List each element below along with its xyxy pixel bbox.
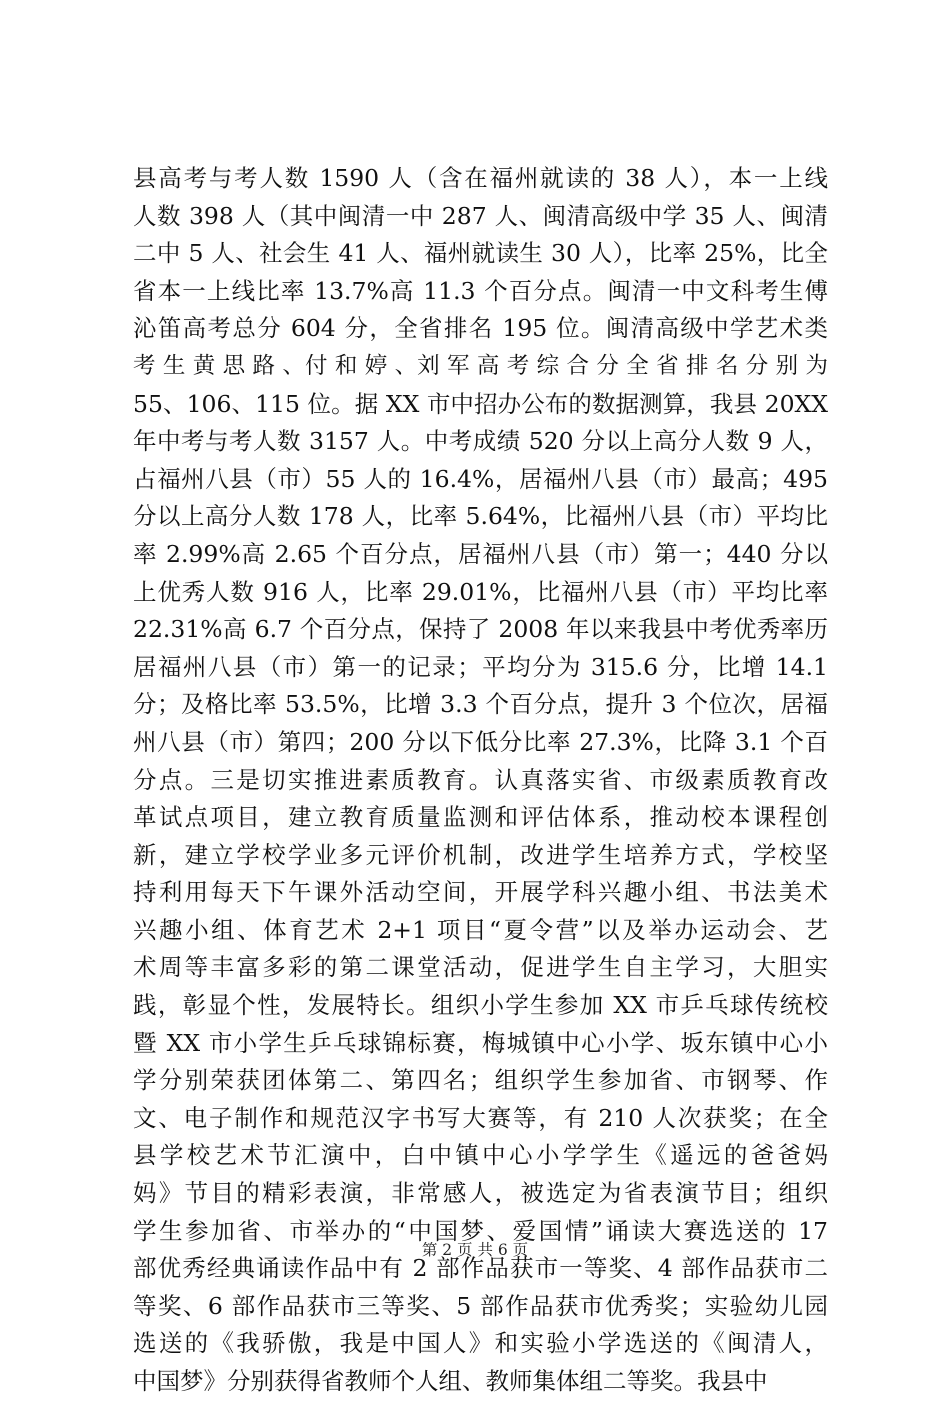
text-line: 兴趣小组、体育艺术 2+1 项目“夏令营”以及举办运动会、艺 xyxy=(133,915,828,944)
text-line: 文、电子制作和规范汉字书写大赛等，有 210 人次获奖；在全 xyxy=(133,1103,828,1132)
text-line: 22.31%高 6.7 个百分点，保持了 2008 年以来我县中考优秀率历 xyxy=(133,615,828,644)
text-line: 分；及格比率 53.5%，比增 3.3 个百分点，提升 3 个位次，居福 xyxy=(133,690,828,719)
text-line: 革试点项目，建立教育质量监测和评估体系，推动校本课程创 xyxy=(133,803,828,832)
text-line: 中国梦》分别获得省教师个人组、教师集体组二等奖。我县中 xyxy=(133,1367,768,1395)
text-line: 分点。三是切实推进素质教育。认真落实省、市级素质教育改 xyxy=(133,765,828,794)
body-text xyxy=(133,160,828,1401)
text-line: 妈》节目的精彩表演，非常感人，被选定为省表演节目；组织 xyxy=(133,1179,828,1208)
text-line: 占福州八县（市）55 人的 16.4%，居福州八县（市）最高；495 xyxy=(133,464,828,493)
text-line: 率 2.99%高 2.65 个百分点，居福州八县（市）第一；440 分以 xyxy=(133,539,828,568)
text-line: 州八县（市）第四；200 分以下低分比率 27.3%，比降 3.1 个百 xyxy=(133,727,828,756)
text-line: 沁笛高考总分 604 分，全省排名 195 位。闽清高级中学艺术类 xyxy=(133,314,828,343)
page-footer: 第 2 页 共 6 页 xyxy=(421,1241,529,1259)
text-line: 考 生 黄 思 路 、付 和 婷 、刘 军 高 考 综 合 分 全 省 排 名 分 别 为 xyxy=(133,352,828,379)
text-line: 暨 XX 市小学生乒乓球锦标赛，梅城镇中心小学、坂东镇中心小 xyxy=(133,1028,828,1057)
text-line: 学生参加省、市举办的“中国梦、爱国情”诵读大赛选送的 17 xyxy=(133,1216,828,1245)
text-line: 省本一上线比率 13.7%高 11.3 个百分点。闽清一中文科考生傅 xyxy=(133,276,828,305)
text-line: 县学校艺术节汇演中，白中镇中心小学学生《遥远的爸爸妈 xyxy=(133,1141,828,1170)
text-line: 居福州八县（市）第一的记录；平均分为 315.6 分，比增 14.1 xyxy=(133,652,828,681)
text-line: 二中 5 人、社会生 41 人、福州就读生 30 人），比率 25%，比全 xyxy=(133,239,828,268)
text-line: 选送的《我骄傲，我是中国人》和实验小学选送的《闽清人， xyxy=(133,1329,828,1358)
text-line: 学分别荣获团体第二、第四名；组织学生参加省、市钢琴、作 xyxy=(133,1066,828,1095)
text-line: 持利用每天下午课外活动空间，开展学科兴趣小组、书法美术 xyxy=(133,878,828,907)
text-line: 践，彰显个性，发展特长。组织小学生参加 XX 市乒乓球传统校 xyxy=(133,991,828,1020)
text-line: 55、106、115 位。据 XX 市中招办公布的数据测算，我县 20XX xyxy=(133,389,828,418)
text-line: 术周等丰富多彩的第二课堂活动，促进学生自主学习，大胆实 xyxy=(133,953,828,982)
text-line: 分以上高分人数 178 人，比率 5.64%，比福州八县（市）平均比 xyxy=(133,502,828,531)
text-line: 上优秀人数 916 人，比率 29.01%，比福州八县（市）平均比率 xyxy=(133,577,828,606)
text-line: 部优秀经典诵读作品中有 2 部作品获市一等奖、4 部作品获市二 xyxy=(133,1254,828,1283)
text-line: 等奖、6 部作品获市三等奖、5 部作品获市优秀奖；实验幼儿园 xyxy=(133,1291,828,1320)
text-line: 县高考与考人数 1590 人（含在福州就读的 38 人），本一上线 xyxy=(133,164,828,192)
text-line: 人数 398 人（其中闽清一中 287 人、闽清高级中学 35 人、闽清 xyxy=(133,201,828,230)
text-line: 新，建立学校学业多元评价机制，改进学生培养方式，学校坚 xyxy=(133,840,828,869)
text-line: 年中考与考人数 3157 人。中考成绩 520 分以上高分人数 9 人， xyxy=(133,427,828,456)
